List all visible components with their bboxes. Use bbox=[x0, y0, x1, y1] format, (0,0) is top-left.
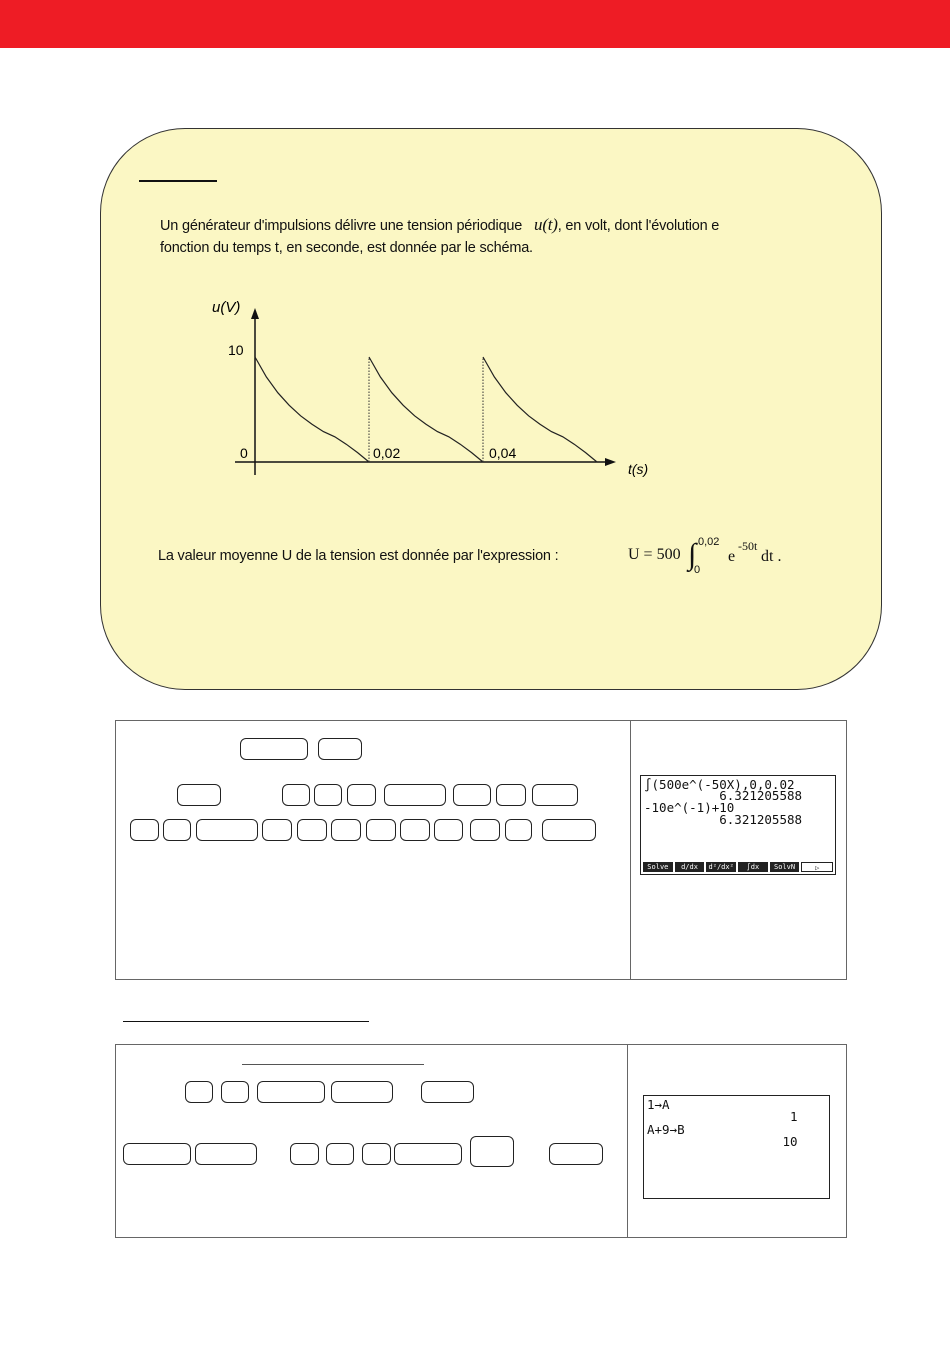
formula-lhs: U = 500 bbox=[628, 546, 681, 563]
top-banner bbox=[0, 0, 950, 48]
paragraph-line-2: fonction du temps t, en seconde, est donnée par le schéma. bbox=[160, 240, 533, 256]
panel-1-key-18[interactable] bbox=[400, 819, 430, 841]
function-symbol: u(t) bbox=[534, 215, 558, 234]
panel-2-key-6[interactable] bbox=[123, 1143, 191, 1165]
y-tick-10: 10 bbox=[228, 342, 244, 358]
screen-2-line-1: 1→A bbox=[647, 1097, 670, 1112]
integral-sign: ∫ bbox=[688, 538, 697, 571]
panel-1-key-8[interactable] bbox=[453, 784, 491, 806]
panel-2-key-4[interactable] bbox=[331, 1081, 393, 1103]
panel-1-key-4[interactable] bbox=[282, 784, 310, 806]
panel-2-key-1[interactable] bbox=[185, 1081, 213, 1103]
paragraph-line-1: Un générateur d'impulsions délivre une tension périodique u(t), en volt, dont l'évolution e bbox=[160, 215, 720, 234]
panel-2-key-2[interactable] bbox=[221, 1081, 249, 1103]
lower-bound: 0 bbox=[694, 564, 701, 576]
panel-1-key-1[interactable] bbox=[240, 738, 308, 760]
panel-1-key-16[interactable] bbox=[331, 819, 361, 841]
screen-1-line-4: 6.321205588 bbox=[644, 812, 803, 827]
panel-1-key-9[interactable] bbox=[496, 784, 526, 806]
panel-1-divider bbox=[630, 720, 631, 980]
softkey-integral[interactable]: ∫dx bbox=[738, 862, 768, 872]
panel-2-key-11[interactable] bbox=[394, 1143, 462, 1165]
screen-1-line-2: 6.321205588 bbox=[644, 788, 803, 803]
softkey-derivative[interactable]: d/dx bbox=[675, 862, 705, 872]
panel-1-key-5[interactable] bbox=[314, 784, 342, 806]
mean-value-sentence: La valeur moyenne U de la tension est donnée par l'expression : bbox=[158, 548, 559, 564]
screen-1-line-1: ∫(500e^(-50X),0,0.02 bbox=[644, 777, 795, 792]
y-axis-arrow bbox=[251, 308, 259, 319]
panel-1-key-7[interactable] bbox=[384, 784, 446, 806]
panel-1-key-3[interactable] bbox=[177, 784, 221, 806]
softkey-next[interactable]: ▷ bbox=[801, 862, 833, 872]
panel-2-key-7[interactable] bbox=[195, 1143, 257, 1165]
panel-2-key-3[interactable] bbox=[257, 1081, 325, 1103]
panel-1-key-2[interactable] bbox=[318, 738, 362, 760]
panel-1-key-10[interactable] bbox=[532, 784, 578, 806]
voltage-graph bbox=[200, 290, 670, 490]
screen-2-line-4: 10 bbox=[647, 1134, 798, 1149]
x-axis-label: t(s) bbox=[628, 461, 649, 477]
decay-curve-period-1 bbox=[255, 357, 369, 462]
integral-formula bbox=[628, 536, 798, 580]
panel-2-rule bbox=[242, 1064, 424, 1065]
panel-1-key-13[interactable] bbox=[196, 819, 258, 841]
screen-2-line-2: 1 bbox=[647, 1109, 798, 1124]
calculator-screen-1 bbox=[640, 775, 836, 875]
softkey-bar bbox=[643, 862, 833, 872]
panel-1-key-15[interactable] bbox=[297, 819, 327, 841]
softkey-second-derivative[interactable]: d²/dx² bbox=[706, 862, 736, 872]
x-tick-004: 0,04 bbox=[489, 445, 517, 461]
panel-2-key-13[interactable] bbox=[549, 1143, 603, 1165]
section-underline bbox=[123, 1021, 369, 1022]
screen-1-line-3: -10e^(-1)+10 bbox=[644, 800, 735, 815]
integrand-base: e bbox=[728, 548, 736, 565]
panel-2-key-10[interactable] bbox=[362, 1143, 391, 1165]
screen-2-line-3: A+9→B bbox=[647, 1122, 685, 1137]
panel-1-key-20[interactable] bbox=[470, 819, 500, 841]
x-axis-arrow bbox=[605, 458, 616, 466]
differential: dt . bbox=[761, 548, 782, 565]
y-axis-label: u(V) bbox=[212, 299, 241, 316]
softkey-solve[interactable]: Solve bbox=[643, 862, 673, 872]
panel-1-key-21[interactable] bbox=[505, 819, 532, 841]
panel-1-key-17[interactable] bbox=[366, 819, 396, 841]
integrand-exponent: -50t bbox=[738, 539, 758, 553]
panel-1-key-14[interactable] bbox=[262, 819, 292, 841]
panel-2-key-5[interactable] bbox=[421, 1081, 474, 1103]
y-tick-0: 0 bbox=[240, 445, 248, 461]
panel-1-key-12[interactable] bbox=[163, 819, 191, 841]
panel-1-key-22[interactable] bbox=[542, 819, 596, 841]
upper-bound: 0,02 bbox=[698, 536, 720, 548]
panel-2-key-9[interactable] bbox=[326, 1143, 354, 1165]
x-tick-002: 0,02 bbox=[373, 445, 401, 461]
heading-underline bbox=[139, 180, 217, 182]
panel-2-key-8[interactable] bbox=[290, 1143, 319, 1165]
softkey-solvn[interactable]: SolvN bbox=[770, 862, 800, 872]
panel-1-key-6[interactable] bbox=[347, 784, 376, 806]
calculator-screen-2 bbox=[643, 1095, 830, 1199]
panel-2-divider bbox=[627, 1044, 628, 1238]
panel-1-key-19[interactable] bbox=[434, 819, 463, 841]
panel-2-key-12[interactable] bbox=[470, 1136, 514, 1167]
panel-1-key-11[interactable] bbox=[130, 819, 159, 841]
